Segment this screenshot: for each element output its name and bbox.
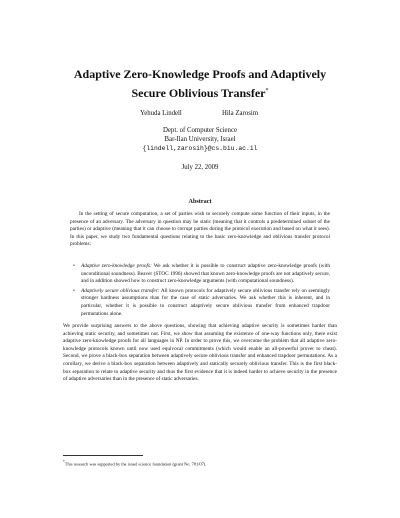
paper-date: July 22, 2009 [181, 164, 219, 171]
author-2: Hila Zarosim [222, 110, 259, 117]
title-line-2: Secure Oblivious Transfer [131, 86, 266, 100]
affiliation-university: Bar-Ilan University, Israel [164, 136, 236, 143]
paper-title [40, 66, 360, 102]
author-1: Yehuda Lindell [140, 110, 182, 117]
bullet-item [73, 288, 330, 318]
abstract-paragraph-2: We provide surprising answers to the above questions, showing that achieving adaptive security is sometimes harder than achieving static security, and sometimes not. First, we show that assuming the existence of one-way functions only, there exist adaptive zero-knowledge proofs for all languages in NP. In order to prove this, we overcome the problem that all adaptive zero-knowledge protocols known until now used equivocal commitments (which would enable an all-powerful prover to cheat). Second, we prove a black-box separation between adaptively secure oblivious transfer and enhanced trapdoor permutations. As a corollary, we derive a black-box separation between adaptively and statically securely oblivious transfer. This is the first black-box separation to relate to adaptive security and thus the first evidence that it is indeed harder to achieve security in the presence of adaptive adversaries than in the presence of static adversaries. [63, 323, 337, 383]
footnote-text: This research was supported by the israel science foundation (grant No. 781/07). [64, 461, 207, 467]
footnote-mark: * [63, 460, 65, 464]
bullet-text: All known protocols for adaptively secure oblivious transfer rely on seemingly stronger hardness assumptions than for the case of static adversaries. We ask whether this is inherent, and in particular, whether it is possible to construct adaptively secure oblivious transfer from enhanced trapdoor permutations alone. [81, 287, 330, 317]
footnote [63, 459, 337, 467]
bullet-marker: • [73, 287, 75, 294]
bullet-term: Adaptively secure oblivious transfer: [81, 287, 160, 294]
affiliation [0, 126, 400, 153]
bullet-item [73, 263, 330, 286]
abstract-heading: Abstract [188, 198, 212, 205]
footnote-rule [63, 455, 143, 456]
affiliation-dept: Dept. of Computer Science [163, 127, 237, 134]
bullet-text: We ask whether it is possible to construct adaptive zero-knowledge proofs (with unconditional soundness). Beaver (STOC 1996) showed that known zero-knowledge proofs are not adaptively secure, and in addition showed how to construct zero-knowledge arguments (with computational soundness). [81, 263, 330, 285]
title-footnote-mark: * [265, 88, 269, 94]
abstract-bullet-list [73, 263, 330, 320]
bullet-marker: • [73, 263, 75, 269]
affiliation-email: {lindell,zarosih}@cs.biu.ac.il [142, 145, 258, 152]
abstract-paragraph-1: In the setting of secure computation, a set of parties wish to securely compute some function of their inputs, in the presence of an adversary. The adversary in question may be static (meaning that it controls a predetermined subset of the parties) or adaptive (meaning that it can choose to corrupt parties during the protocol execution and based on what it sees). In this paper, we study two fundamental questions relating to the basic zero-knowledge and oblivious transfer protocol problems: [70, 211, 330, 248]
bullet-term: Adaptive zero-knowledge proofs: [81, 263, 152, 269]
title-line-1: Adaptive Zero-Knowledge Proofs and Adaptively [73, 67, 327, 81]
